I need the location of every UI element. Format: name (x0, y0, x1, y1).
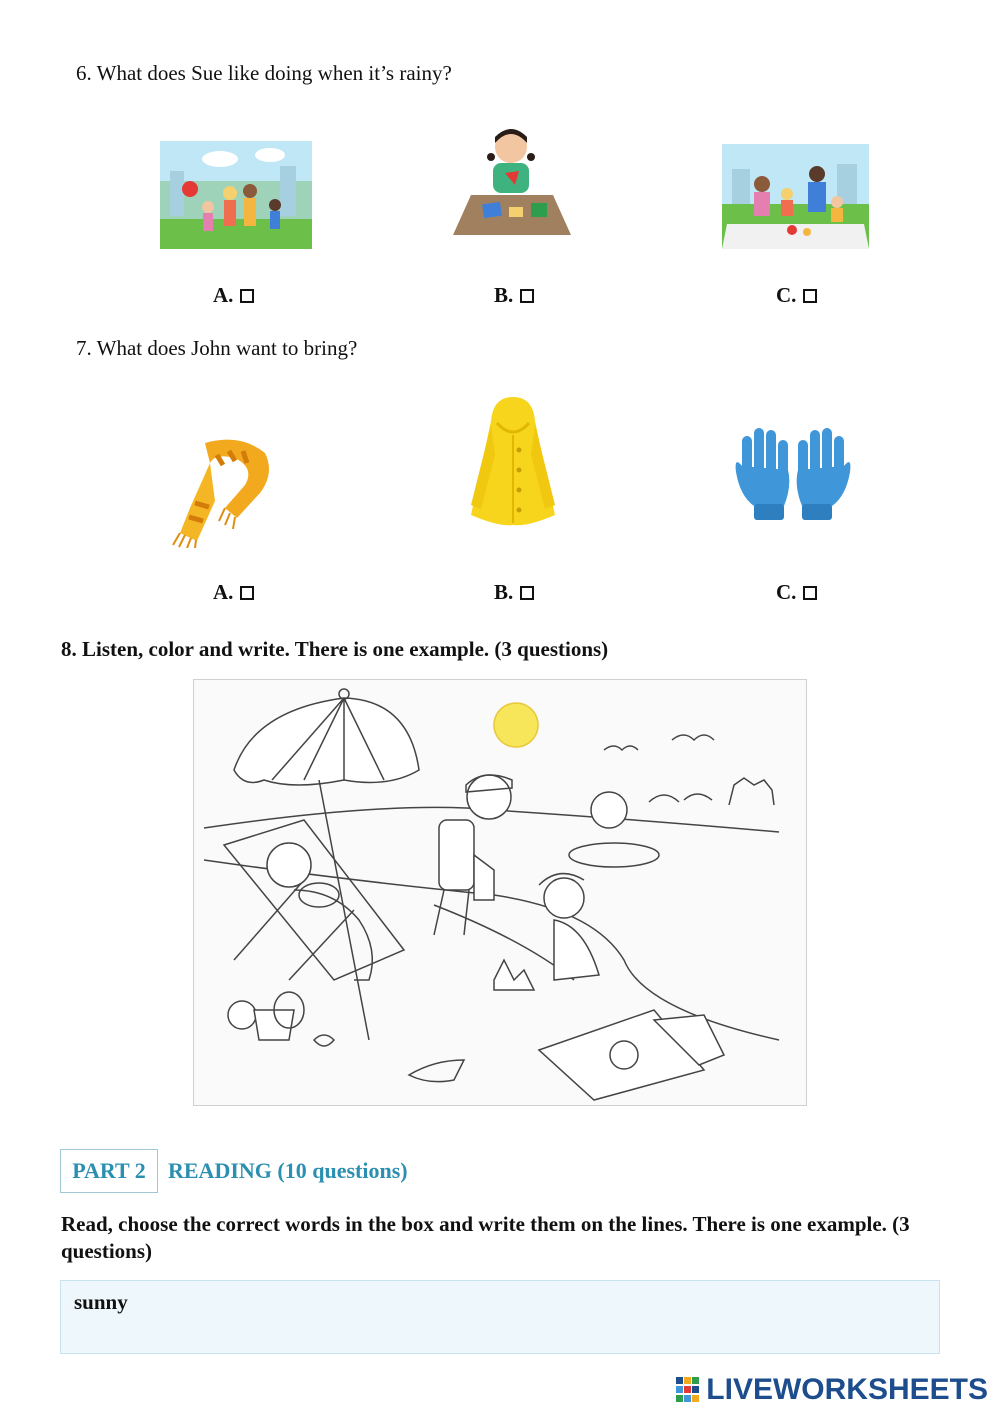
question-6: 6. What does Sue like doing when it’s rainy? (76, 61, 452, 85)
option-b-q6 (494, 283, 534, 308)
option-a-checkbox[interactable] (240, 586, 254, 600)
section-8-title: 8. Listen, color and write. There is one example. (3 questions) (61, 637, 609, 661)
option-a-checkbox[interactable] (240, 289, 254, 303)
gloves-picture (734, 426, 852, 523)
scarf-picture (165, 433, 277, 548)
liveworksheets-logo-text: LIVEWORKSHEETS (706, 1373, 988, 1406)
option-letter: C. (776, 580, 797, 604)
raincoat-picture (467, 395, 559, 533)
girl-making-crafts-picture (453, 125, 571, 237)
option-c-checkbox[interactable] (803, 586, 817, 600)
liveworksheets-logo (676, 1372, 988, 1408)
word-box-item: sunny (74, 1290, 128, 1314)
option-letter: A. (213, 283, 234, 307)
option-b-checkbox[interactable] (520, 586, 534, 600)
option-c-q7 (776, 580, 817, 605)
part-2-title: READING (10 questions) (168, 1158, 408, 1183)
question-7: 7. What does John want to bring? (76, 336, 358, 360)
option-c-q6 (776, 283, 817, 308)
option-b-q7 (494, 580, 534, 605)
option-letter: B. (494, 580, 514, 604)
word-box (60, 1280, 940, 1354)
reading-instruction: Read, choose the correct words in the box and write them on the lines. There is one example. (3 questions) (61, 1212, 910, 1263)
beach-coloring-picture[interactable] (193, 679, 807, 1106)
option-letter: C. (776, 283, 797, 307)
family-walking-park-picture (160, 141, 312, 249)
option-b-checkbox[interactable] (520, 289, 534, 303)
family-picnic-picture (722, 144, 869, 249)
option-letter: B. (494, 283, 514, 307)
liveworksheets-logo-icon (676, 1377, 700, 1403)
option-a-q7 (213, 580, 254, 605)
option-letter: A. (213, 580, 234, 604)
option-a-q6 (213, 283, 254, 308)
option-c-checkbox[interactable] (803, 289, 817, 303)
part-2-label: PART 2 (60, 1149, 158, 1193)
